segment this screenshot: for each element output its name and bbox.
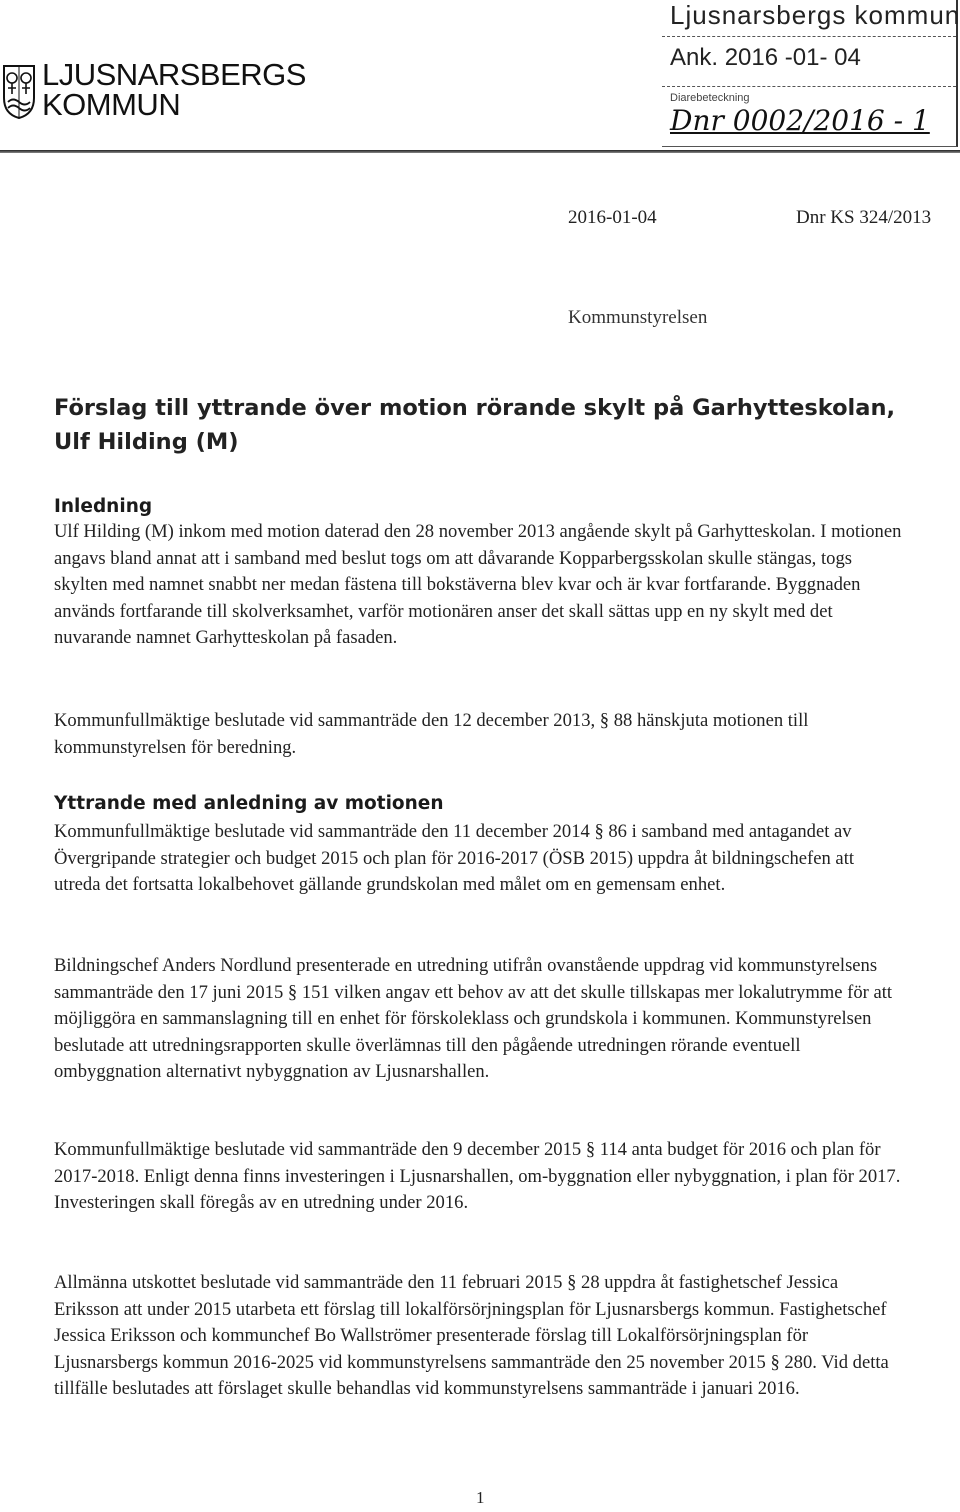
paragraph: Kommunfullmäktige beslutade vid sammanträde den 11 december 2014 § 86 i samband med antagandet av Övergripande strategier och budget 2015 och plan för 2016-2017 (ÖSB 2015) uppdra åt bildningschefen att utreda det fortsatta lokalbehovet gällande grundskolan med målet om en gemensam enhet. <box>54 821 855 895</box>
coat-of-arms-logo <box>2 64 36 120</box>
paragraph: Allmänna utskottet beslutade vid sammanträde den 11 februari 2015 § 28 uppdra åt fastighetschef Jessica Eriksson att under 2015 utarbeta ett förslag till lokalförsörjningsplan för Ljusnarsbergs kommun. Fastighetschef Jessica Eriksson och kommunchef Bo Wallströmer presenterade förslag till Lokalförsörjningsplan för Ljusnarsbergs kommun 2016-2025 vid kommunstyrelsens sammanträde den 25 november 2015 § 280. Vid detta tillfälle beslutades att förslaget skulle behandlas vid kommunstyrelsens sammanträde i januari 2016. <box>54 1272 889 1399</box>
recipient: Kommunstyrelsen <box>568 307 708 328</box>
registration-stamp <box>662 0 958 147</box>
org-name-line2: KOMMUN <box>42 87 181 122</box>
stamp-divider <box>662 36 956 37</box>
stamp-file-label: Diarebeteckning <box>670 92 750 104</box>
organization-name <box>42 57 306 122</box>
stamp-dnr: Dnr 0002/2016 - 1 <box>670 104 930 137</box>
header-rule <box>0 150 960 153</box>
document-title: Förslag till yttrande över motion rörande skylt på Garhytteskolan, Ulf Hilding (M) <box>54 395 896 455</box>
paragraph: Kommunfullmäktige beslutade vid sammanträde den 12 december 2013, § 88 hänskjuta motionen till kommunstyrelsen för beredning. <box>54 710 809 758</box>
stamp-received-value: 2016 -01- 04 <box>724 44 861 71</box>
page-number: 1 <box>476 1488 485 1507</box>
stamp-received <box>670 44 861 72</box>
document-dnr: Dnr KS 324/2013 <box>796 207 932 228</box>
section-heading: Inledning <box>54 496 153 517</box>
paragraph: Kommunfullmäktige beslutade vid sammanträde den 9 december 2015 § 114 anta budget för 2016 och plan för 2017-2018. Enligt denna finns investeringen i Ljusnarshallen, om-byggnation eller nybyggnation, i plan för 2017. Investeringen skall föregås av en utredning under 2016. <box>54 1139 901 1213</box>
stamp-divider <box>662 86 956 87</box>
document-date: 2016-01-04 <box>568 207 657 228</box>
paragraph: Ulf Hilding (M) inkom med motion daterad den 28 november 2013 angående skylt på Garhytteskolan. I motionen angavs bland annat att i samband med beslut togs om att dåvarande Kopparbergsskolan skulle stängas, togs skylten med namnet snabbt ner medan fästena till bokstäverna blev kvar och är kvar fortfarande. Byggnaden används fortfarande till skolverksamhet, varför motionären anser det skall sättas upp en ny skylt med det nuvarande namnet Garhytteskolan på fasaden. <box>54 521 902 648</box>
section-heading: Yttrande med anledning av motionen <box>54 793 444 814</box>
stamp-authority: Ljusnarsbergs kommun <box>670 0 960 30</box>
org-name-line1: LJUSNARSBERGS <box>42 57 306 92</box>
stamp-received-label: Ank. <box>670 44 719 71</box>
paragraph: Bildningschef Anders Nordlund presenterade en utredning utifrån ovanstående uppdrag vid kommunstyrelsens sammanträde den 17 juni 2015 § 151 vilken angav ett behov av att det skulle tillskapas mer lokalutrymme för att möjliggöra en sammanslagning till en enhet för förskoleklass och grundskola i kommunen. Kommunstyrelsen beslutade att utredningsrapporten skulle överlämnas till den pågående utredningen rörande eventuell ombyggnation alternativt nybyggnation av Ljusnarshallen. <box>54 955 893 1082</box>
